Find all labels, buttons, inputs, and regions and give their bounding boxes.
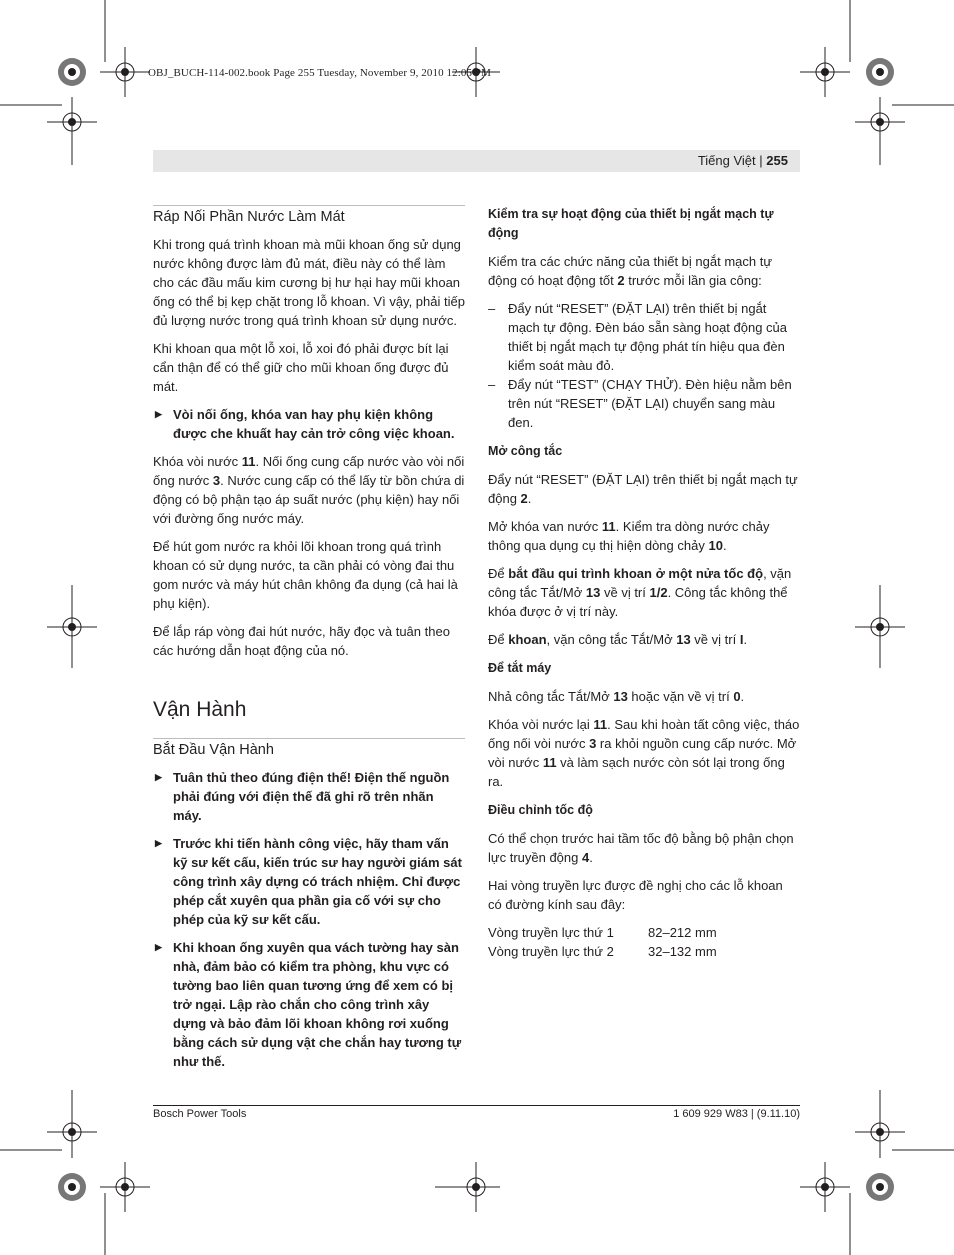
bullet-triangle-icon: ▶ bbox=[155, 409, 162, 419]
paragraph: Có thể chọn trước hai tầm tốc độ bằng bộ phận chọn lực truyền động 4. bbox=[488, 831, 794, 865]
section-heading-coolant bbox=[153, 205, 465, 227]
paragraph: Để khoan, vặn công tắc Tắt/Mở 13 về vị trí I. bbox=[488, 632, 748, 647]
footer-rule bbox=[153, 1105, 800, 1106]
subheading-rcd-check: Kiểm tra sự hoạt động của thiết bị ngắt mạch tự động bbox=[488, 207, 774, 240]
paragraph: Nhả công tắc Tắt/Mở 13 hoặc vặn về vị trí 0. bbox=[488, 689, 745, 704]
paragraph: Hai vòng truyền lực được đề nghị cho các lỗ khoan có đường kính sau đây: bbox=[488, 878, 783, 912]
dash-glyph: – bbox=[488, 301, 496, 316]
paragraph: Khóa vòi nước 11. Nối ống cung cấp nước vào vòi nối ống nước 3. Nước cung cấp có thể lấy từ bồn chứa di động có bộ phận tạo áp suất nước (phụ kiện) hay nối với đường ống nước máy. bbox=[153, 454, 465, 526]
paragraph: Kiểm tra các chức năng của thiết bị ngắt mạch tự động có hoạt động tốt 2 trước mỗi lần gia công: bbox=[488, 254, 773, 288]
footer-doc-number: 1 609 929 W83 | (9.11.10) bbox=[673, 1108, 800, 1120]
section-title-coolant: Ráp Nối Phần Nước Làm Mát bbox=[153, 209, 345, 225]
subheading-speed: Điều chỉnh tốc độ bbox=[488, 803, 593, 817]
page-header-bar bbox=[153, 150, 800, 172]
page-header bbox=[698, 153, 788, 168]
header-language: Tiếng Việt bbox=[697, 153, 756, 168]
dash-item bbox=[488, 375, 800, 432]
paragraph: Đẩy nút “RESET” (ĐẶT LẠI) trên thiết bị ngắt mạch tự động 2. bbox=[488, 472, 798, 506]
dash-text: Đẩy nút “TEST” (CHẠY THỬ). Đèn hiệu nằm bên trên nút “RESET” (ĐẶT LẠI) chuyển sang màu đen. bbox=[508, 377, 792, 430]
table-row bbox=[488, 942, 717, 961]
table-cell-value: 82–212 mm bbox=[648, 925, 717, 940]
table-cell-value: 32–132 mm bbox=[648, 944, 717, 959]
header-separator: | bbox=[759, 153, 763, 168]
section-title-startup: Bắt Đầu Vận Hành bbox=[153, 742, 274, 758]
bullet-triangle-icon: ▶ bbox=[155, 942, 162, 952]
bullet-text: Tuân thủ theo đúng điện thế! Điện thế nguồn phải đúng với điện thế đã ghi rõ trên nhãn máy. bbox=[173, 770, 450, 823]
footer-brand: Bosch Power Tools bbox=[153, 1108, 247, 1120]
bullet-text: Khi khoan ống xuyên qua vách tường hay sàn nhà, đảm bảo có kiểm tra phòng, khu vực có tường bao liên quan tương ứng để xem có bị trở ngại. Lập rào chắn cho công trình xây dựng và bảo đảm lõi khoan không rơi xuống bằng cách sử dụng vật che chắn hay tương tự như thế. bbox=[173, 940, 462, 1069]
paragraph: Mở khóa van nước 11. Kiểm tra dòng nước chảy thông qua dụng cụ thị hiện dòng chảy 10. bbox=[488, 519, 770, 553]
gear-speed-table bbox=[488, 923, 717, 961]
bullet-triangle-icon: ▶ bbox=[155, 838, 162, 848]
right-column bbox=[488, 205, 800, 961]
paragraph: Khi trong quá trình khoan mà mũi khoan ống sử dụng nước không được làm đủ mát, điều này có thể làm cho các đầu mấu kim cương bị hư hại hay mũi khoan ống có thể bị kẹp chặt trong lỗ khoan. Vì vậy, phải tiếp đủ lượng nước trong quá trình khoan sử dụng nước. bbox=[153, 237, 465, 328]
subheading-switch-off: Để tắt máy bbox=[488, 661, 552, 675]
print-slug: OBJ_BUCH-114-002.book Page 255 Tuesday, November 9, 2010 12:05 PM bbox=[148, 67, 492, 79]
left-column bbox=[153, 205, 465, 1080]
paragraph: Khi khoan qua một lỗ xoi, lỗ xoi đó phải được bít lại cẩn thận để có thể giữ cho mũi khoan ống được đủ mát. bbox=[153, 341, 449, 394]
table-cell-label: Vòng truyền lực thứ 1 bbox=[488, 925, 614, 940]
paragraph: Khóa vòi nước lại 11. Sau khi hoàn tất công việc, tháo ống nối vòi nước 3 ra khỏi nguồn cung cấp nước. Mở vòi nước 11 và làm sạch nước còn sót lại trong ống ra. bbox=[488, 717, 800, 789]
warning-bullet bbox=[153, 405, 465, 443]
table-row bbox=[488, 923, 717, 942]
bullet-triangle-icon: ▶ bbox=[155, 772, 162, 782]
bullet-text: Trước khi tiến hành công việc, hãy tham vấn kỹ sư kết cấu, kiến trúc sư hay người giám sát công trình xây dựng có trách nhiệm. Chỉ được phép cắt xuyên qua phần gia cố với sự cho phép của kỹ sư kết cấu. bbox=[173, 836, 462, 927]
chapter-title: Vận Hành bbox=[153, 698, 247, 721]
warning-bullet bbox=[153, 834, 465, 929]
subheading-switch-on: Mở công tắc bbox=[488, 444, 563, 458]
dash-item bbox=[488, 299, 800, 375]
paragraph: Để hút gom nước ra khỏi lõi khoan trong quá trình khoan có sử dụng nước, ta cần phải có vòng đai thu gom nước và máy hút chân không đa dụng (cả hai là phụ kiện). bbox=[153, 539, 458, 611]
warning-bullet bbox=[153, 768, 465, 825]
paragraph: Để bắt đầu qui trình khoan ở một nửa tốc độ, vặn công tắc Tắt/Mở 13 về vị trí 1/2. Công tắc không thể khóa được ở vị trí này. bbox=[488, 566, 792, 619]
dash-glyph: – bbox=[488, 377, 496, 392]
table-cell-label: Vòng truyền lực thứ 2 bbox=[488, 944, 614, 959]
section-heading-startup bbox=[153, 738, 465, 760]
page-number: 255 bbox=[766, 153, 788, 168]
paragraph: Để lắp ráp vòng đai hút nước, hãy đọc và tuân theo các hướng dẫn hoạt động của nó. bbox=[153, 624, 450, 658]
bullet-text: Vòi nối ống, khóa van hay phụ kiện không được che khuất hay cản trở công việc khoan. bbox=[173, 407, 455, 441]
warning-bullet bbox=[153, 938, 465, 1071]
dash-text: Đẩy nút “RESET” (ĐẶT LẠI) trên thiết bị ngắt mạch tự động. Đèn báo sẵn sàng hoạt động của thiết bị ngắt mạch tự động phát tín hiệu qua đèn kiểm soát màu đỏ. bbox=[508, 301, 788, 373]
